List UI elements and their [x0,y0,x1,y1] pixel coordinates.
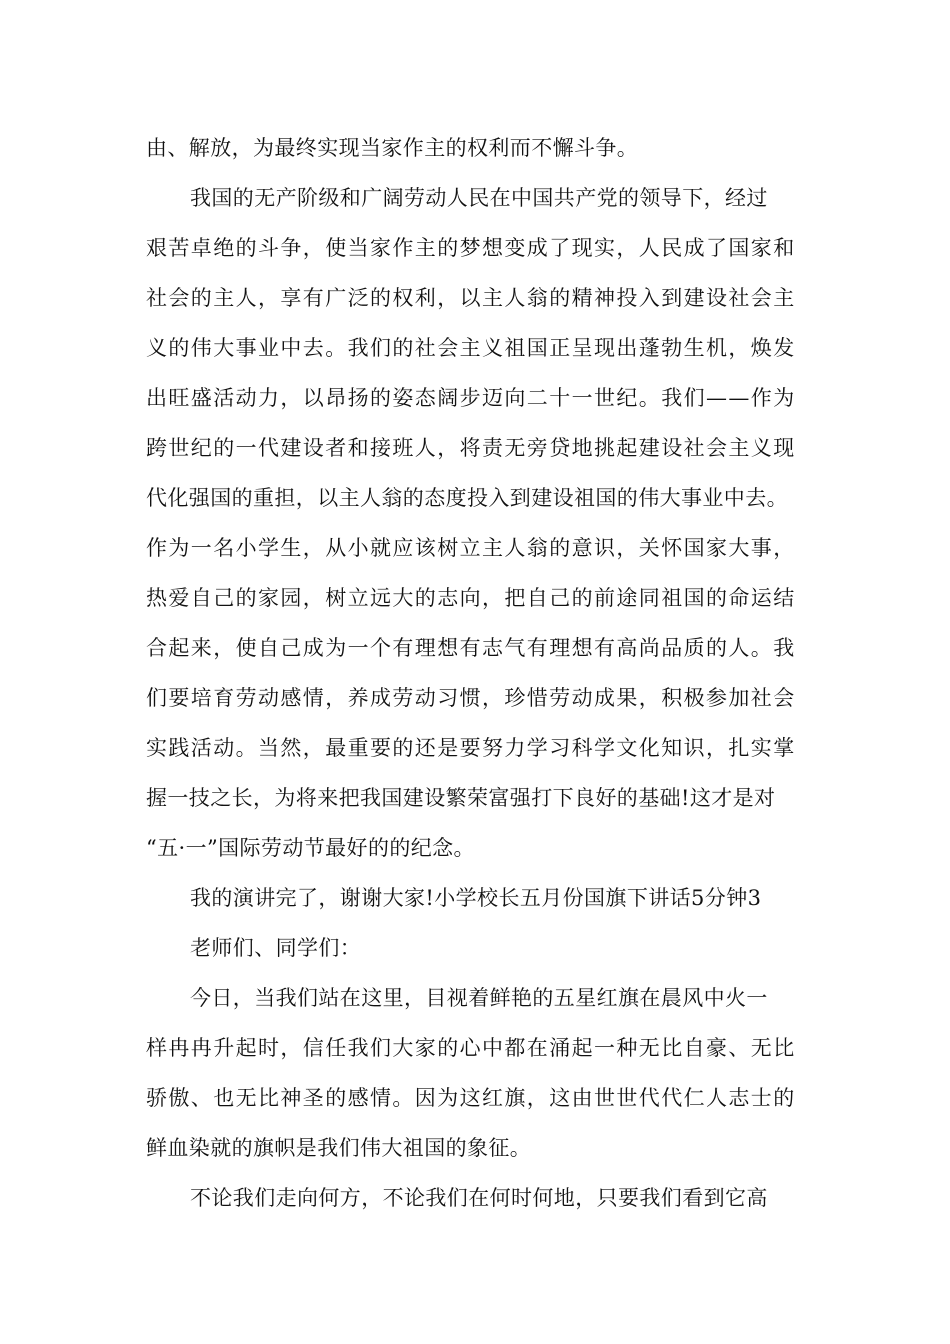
text-line-22: 不论我们走向何方，不论我们在何时何地，只要我们看到它高 [190,1186,768,1210]
text-line-16: 我的演讲完了，谢谢大家!小学校长五月份国旗下讲话5分钟3 [190,886,762,910]
text-line-20: 骄傲、也无比神圣的感情。因为这红旗，这由世世代代仁人志士的 [146,1086,796,1110]
text-line-10: 热爱自己的家园，树立远大的志向，把自己的前途同祖国的命运结 [146,586,796,610]
text-line-1: 由、解放，为最终实现当家作主的权利而不懈斗争。 [146,136,639,160]
text-line-6: 出旺盛活动力，以昂扬的姿态阔步迈向二十一世纪。我们——作为 [146,386,796,410]
text-line-14: 握一技之长，为将来把我国建设繁荣富强打下良好的基础!这才是对 [146,786,776,810]
text-line-3: 艰苦卓绝的斗争，使当家作主的梦想变成了现实，人民成了国家和 [146,236,796,260]
text-line-18: 今日，当我们站在这里，目视着鲜艳的五星红旗在晨风中火一 [190,986,768,1010]
text-line-4: 社会的主人，享有广泛的权利，以主人翁的精神投入到建设社会主 [146,286,796,310]
text-line-12: 们要培育劳动感情，养成劳动习惯，珍惜劳动成果，积极参加社会 [146,686,796,710]
text-line-21: 鲜血染就的旗帜是我们伟大祖国的象征。 [146,1136,532,1160]
text-line-9: 作为一名小学生，从小就应该树立主人翁的意识，关怀国家大事， [146,536,796,560]
text-line-2: 我国的无产阶级和广阔劳动人民在中国共产党的领导下，经过 [190,186,768,210]
text-line-5: 义的伟大事业中去。我们的社会主义祖国正呈现出蓬勃生机，焕发 [146,336,796,360]
text-line-19: 样冉冉升起时，信任我们大家的心中都在涌起一种无比自豪、无比 [146,1036,796,1060]
text-line-17: 老师们、同学们： [190,936,362,960]
text-line-7: 跨世纪的一代建设者和接班人，将责无旁贷地挑起建设社会主义现 [146,436,796,460]
text-line-13: 实践活动。当然，最重要的还是要努力学习科学文化知识，扎实掌 [146,736,796,760]
text-line-8: 代化强国的重担，以主人翁的态度投入到建设祖国的伟大事业中去。 [146,486,788,510]
text-line-15: “五·一”国际劳动节最好的的纪念。 [146,836,475,860]
text-line-11: 合起来，使自己成为一个有理想有志气有理想有高尚品质的人。我 [146,636,796,660]
